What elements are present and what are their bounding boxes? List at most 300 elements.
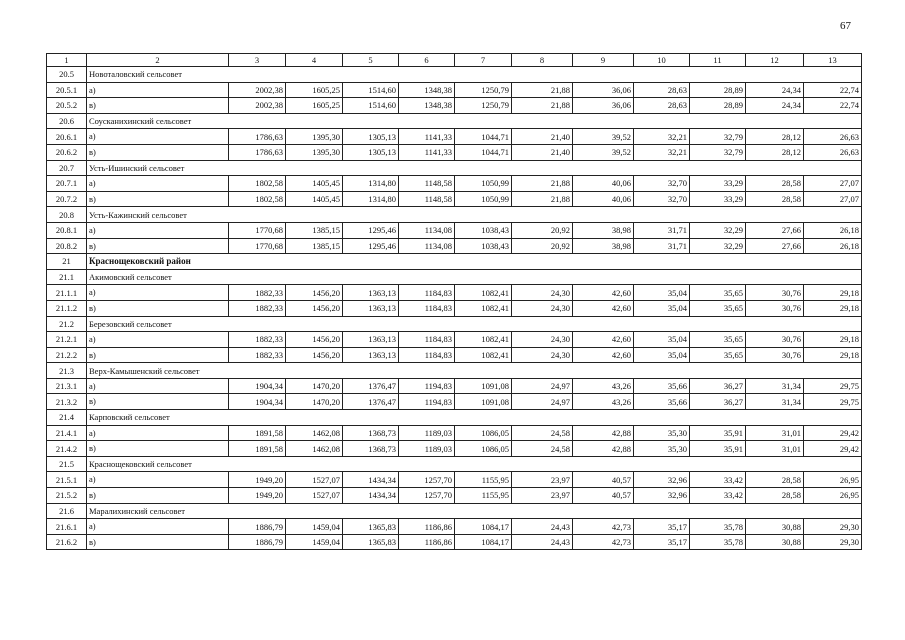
value-cell: 1365,83 (343, 519, 399, 535)
value-cell: 24,34 (746, 82, 804, 98)
value-cell: 31,01 (746, 425, 804, 441)
row-code: 21.3 (47, 363, 87, 379)
value-cell: 1886,79 (229, 519, 286, 535)
table-row (47, 285, 862, 301)
value-cell: 29,18 (804, 332, 862, 348)
value-cell: 1891,58 (229, 425, 286, 441)
value-cell: 28,58 (746, 176, 804, 192)
value-cell: 26,63 (804, 144, 862, 160)
row-code: 20.6 (47, 113, 87, 129)
value-cell: 1434,34 (343, 488, 399, 504)
value-cell: 1148,58 (399, 191, 455, 207)
row-label: а) (87, 129, 229, 145)
value-cell: 1084,17 (455, 519, 512, 535)
value-cell: 28,58 (746, 191, 804, 207)
value-cell: 21,88 (512, 191, 573, 207)
row-label: в) (87, 394, 229, 410)
value-cell: 1295,46 (343, 238, 399, 254)
table-row (47, 82, 862, 98)
table-row (47, 98, 862, 114)
value-cell: 42,73 (573, 519, 634, 535)
value-cell: 1184,83 (399, 300, 455, 316)
value-cell: 27,07 (804, 176, 862, 192)
value-cell: 35,17 (634, 534, 690, 550)
row-label: а) (87, 82, 229, 98)
row-label: в) (87, 98, 229, 114)
value-cell: 1891,58 (229, 441, 286, 457)
table-row (47, 441, 862, 457)
value-cell: 32,96 (634, 488, 690, 504)
value-cell: 1148,58 (399, 176, 455, 192)
value-cell: 1250,79 (455, 98, 512, 114)
table-row (47, 488, 862, 504)
value-cell: 1363,13 (343, 285, 399, 301)
value-cell: 26,18 (804, 222, 862, 238)
header-cell: 9 (573, 54, 634, 67)
row-code: 21.1 (47, 269, 87, 285)
value-cell: 24,97 (512, 378, 573, 394)
value-cell: 26,18 (804, 238, 862, 254)
table-row (47, 425, 862, 441)
value-cell: 1385,15 (286, 238, 343, 254)
value-cell: 40,57 (573, 488, 634, 504)
value-cell: 35,78 (690, 519, 746, 535)
value-cell: 23,97 (512, 488, 573, 504)
value-cell: 40,06 (573, 191, 634, 207)
row-code: 21.4 (47, 410, 87, 426)
table-row (47, 191, 862, 207)
value-cell: 1462,08 (286, 441, 343, 457)
value-cell: 21,88 (512, 98, 573, 114)
value-cell: 21,40 (512, 129, 573, 145)
value-cell: 1141,33 (399, 144, 455, 160)
value-cell: 1134,08 (399, 222, 455, 238)
value-cell: 35,04 (634, 332, 690, 348)
row-code: 20.5.1 (47, 82, 87, 98)
value-cell: 1044,71 (455, 144, 512, 160)
row-code: 21.4.1 (47, 425, 87, 441)
table-row (47, 332, 862, 348)
value-cell: 1363,13 (343, 300, 399, 316)
value-cell: 1044,71 (455, 129, 512, 145)
row-code: 21.3.1 (47, 378, 87, 394)
value-cell: 32,79 (690, 144, 746, 160)
value-cell: 1186,86 (399, 534, 455, 550)
value-cell: 35,65 (690, 285, 746, 301)
value-cell: 22,74 (804, 82, 862, 98)
value-cell: 1456,20 (286, 285, 343, 301)
value-cell: 21,40 (512, 144, 573, 160)
value-cell: 1456,20 (286, 300, 343, 316)
value-cell: 2002,38 (229, 82, 286, 98)
value-cell: 42,88 (573, 425, 634, 441)
table-row (47, 378, 862, 394)
value-cell: 1376,47 (343, 378, 399, 394)
row-code: 21.5 (47, 456, 87, 472)
group-row (47, 160, 862, 176)
row-code: 20.6.2 (47, 144, 87, 160)
row-code: 20.7.1 (47, 176, 87, 192)
header-cell: 7 (455, 54, 512, 67)
value-cell: 35,30 (634, 441, 690, 457)
row-code: 20.8.2 (47, 238, 87, 254)
header-cell: 12 (746, 54, 804, 67)
value-cell: 28,89 (690, 82, 746, 98)
row-code: 21.1.1 (47, 285, 87, 301)
header-row (47, 54, 862, 67)
value-cell: 24,58 (512, 425, 573, 441)
value-cell: 36,27 (690, 378, 746, 394)
table-row (47, 238, 862, 254)
value-cell: 1605,25 (286, 98, 343, 114)
value-cell: 1949,20 (229, 488, 286, 504)
header-cell: 4 (286, 54, 343, 67)
value-cell: 1186,86 (399, 519, 455, 535)
group-name: Маралихинский сельсовет (87, 503, 862, 519)
value-cell: 1082,41 (455, 332, 512, 348)
group-name: Усть-Ишинский сельсовет (87, 160, 862, 176)
value-cell: 30,88 (746, 519, 804, 535)
value-cell: 26,63 (804, 129, 862, 145)
value-cell: 32,21 (634, 129, 690, 145)
table-row (47, 347, 862, 363)
value-cell: 1904,34 (229, 378, 286, 394)
value-cell: 1314,80 (343, 191, 399, 207)
header-cell: 6 (399, 54, 455, 67)
value-cell: 35,04 (634, 285, 690, 301)
value-cell: 35,04 (634, 347, 690, 363)
value-cell: 39,52 (573, 144, 634, 160)
row-code: 21.1.2 (47, 300, 87, 316)
row-label: а) (87, 332, 229, 348)
value-cell: 1605,25 (286, 82, 343, 98)
value-cell: 1904,34 (229, 394, 286, 410)
value-cell: 1527,07 (286, 488, 343, 504)
group-row (47, 113, 862, 129)
value-cell: 1363,13 (343, 332, 399, 348)
row-label: в) (87, 191, 229, 207)
value-cell: 42,60 (573, 285, 634, 301)
value-cell: 35,30 (634, 425, 690, 441)
value-cell: 21,88 (512, 176, 573, 192)
value-cell: 1295,46 (343, 222, 399, 238)
value-cell: 1770,68 (229, 222, 286, 238)
group-row (47, 456, 862, 472)
row-code: 20.7.2 (47, 191, 87, 207)
value-cell: 36,27 (690, 394, 746, 410)
group-name: Верх-Камышенский сельсовет (87, 363, 862, 379)
value-cell: 1882,33 (229, 300, 286, 316)
value-cell: 28,63 (634, 98, 690, 114)
value-cell: 1434,34 (343, 472, 399, 488)
value-cell: 27,66 (746, 238, 804, 254)
value-cell: 29,30 (804, 519, 862, 535)
value-cell: 32,70 (634, 176, 690, 192)
district-name: Краснощековский район (87, 254, 862, 270)
value-cell: 42,73 (573, 534, 634, 550)
value-cell: 30,76 (746, 285, 804, 301)
value-cell: 29,75 (804, 378, 862, 394)
value-cell: 28,58 (746, 488, 804, 504)
table-row (47, 300, 862, 316)
value-cell: 35,17 (634, 519, 690, 535)
value-cell: 32,29 (690, 238, 746, 254)
value-cell: 1514,60 (343, 98, 399, 114)
value-cell: 1250,79 (455, 82, 512, 98)
value-cell: 1882,33 (229, 347, 286, 363)
row-code: 20.8 (47, 207, 87, 223)
row-code: 21.2.1 (47, 332, 87, 348)
value-cell: 32,96 (634, 472, 690, 488)
district-row (47, 254, 862, 270)
value-cell: 1459,04 (286, 519, 343, 535)
value-cell: 36,06 (573, 98, 634, 114)
value-cell: 1786,63 (229, 129, 286, 145)
value-cell: 1084,17 (455, 534, 512, 550)
value-cell: 28,63 (634, 82, 690, 98)
header-cell: 2 (87, 54, 229, 67)
table-row (47, 534, 862, 550)
group-row (47, 503, 862, 519)
value-cell: 27,66 (746, 222, 804, 238)
group-name: Березовский сельсовет (87, 316, 862, 332)
value-cell: 38,98 (573, 238, 634, 254)
group-name: Усть-Кажинский сельсовет (87, 207, 862, 223)
value-cell: 33,42 (690, 488, 746, 504)
row-label: в) (87, 534, 229, 550)
value-cell: 21,88 (512, 82, 573, 98)
value-cell: 1348,38 (399, 98, 455, 114)
value-cell: 42,60 (573, 300, 634, 316)
value-cell: 28,12 (746, 144, 804, 160)
page-number: 67 (840, 20, 851, 32)
value-cell: 1456,20 (286, 332, 343, 348)
group-name: Карповский сельсовет (87, 410, 862, 426)
row-label: а) (87, 378, 229, 394)
value-cell: 26,95 (804, 472, 862, 488)
value-cell: 1405,45 (286, 191, 343, 207)
value-cell: 1365,83 (343, 534, 399, 550)
table-row (47, 144, 862, 160)
value-cell: 1086,05 (455, 425, 512, 441)
row-code: 20.8.1 (47, 222, 87, 238)
value-cell: 33,42 (690, 472, 746, 488)
row-label: а) (87, 285, 229, 301)
group-row (47, 207, 862, 223)
group-name: Краснощековский сельсовет (87, 456, 862, 472)
value-cell: 24,30 (512, 285, 573, 301)
value-cell: 1385,15 (286, 222, 343, 238)
row-label: а) (87, 425, 229, 441)
value-cell: 30,88 (746, 534, 804, 550)
row-label: в) (87, 347, 229, 363)
value-cell: 28,58 (746, 472, 804, 488)
header-cell: 8 (512, 54, 573, 67)
value-cell: 1086,05 (455, 441, 512, 457)
row-label: в) (87, 488, 229, 504)
value-cell: 1786,63 (229, 144, 286, 160)
value-cell: 1134,08 (399, 238, 455, 254)
value-cell: 33,29 (690, 176, 746, 192)
value-cell: 29,18 (804, 300, 862, 316)
value-cell: 1082,41 (455, 300, 512, 316)
value-cell: 40,57 (573, 472, 634, 488)
value-cell: 32,29 (690, 222, 746, 238)
row-code: 21.2.2 (47, 347, 87, 363)
value-cell: 1514,60 (343, 82, 399, 98)
value-cell: 1456,20 (286, 347, 343, 363)
value-cell: 28,12 (746, 129, 804, 145)
row-code: 21.4.2 (47, 441, 87, 457)
header-cell: 1 (47, 54, 87, 67)
value-cell: 35,65 (690, 332, 746, 348)
value-cell: 35,66 (634, 394, 690, 410)
value-cell: 24,34 (746, 98, 804, 114)
value-cell: 29,30 (804, 534, 862, 550)
value-cell: 38,98 (573, 222, 634, 238)
table-row (47, 519, 862, 535)
value-cell: 1459,04 (286, 534, 343, 550)
value-cell: 29,42 (804, 425, 862, 441)
table-row (47, 176, 862, 192)
table-row (47, 129, 862, 145)
value-cell: 1305,13 (343, 144, 399, 160)
value-cell: 1091,08 (455, 378, 512, 394)
value-cell: 1194,83 (399, 394, 455, 410)
value-cell: 1082,41 (455, 285, 512, 301)
group-row (47, 67, 862, 83)
value-cell: 1082,41 (455, 347, 512, 363)
value-cell: 2002,38 (229, 98, 286, 114)
row-code: 21.2 (47, 316, 87, 332)
value-cell: 39,52 (573, 129, 634, 145)
value-cell: 35,65 (690, 300, 746, 316)
value-cell: 43,26 (573, 394, 634, 410)
value-cell: 1050,99 (455, 176, 512, 192)
value-cell: 1368,73 (343, 425, 399, 441)
data-table (46, 53, 862, 550)
group-name: Соусканихинский сельсовет (87, 113, 862, 129)
value-cell: 28,89 (690, 98, 746, 114)
header-cell: 3 (229, 54, 286, 67)
table-row (47, 394, 862, 410)
row-label: в) (87, 300, 229, 316)
value-cell: 35,65 (690, 347, 746, 363)
row-code: 20.5 (47, 67, 87, 83)
value-cell: 1184,83 (399, 347, 455, 363)
value-cell: 1405,45 (286, 176, 343, 192)
row-label: а) (87, 519, 229, 535)
value-cell: 1141,33 (399, 129, 455, 145)
value-cell: 1091,08 (455, 394, 512, 410)
row-code: 21.5.1 (47, 472, 87, 488)
value-cell: 20,92 (512, 222, 573, 238)
value-cell: 27,07 (804, 191, 862, 207)
value-cell: 1305,13 (343, 129, 399, 145)
value-cell: 24,30 (512, 332, 573, 348)
value-cell: 31,34 (746, 378, 804, 394)
value-cell: 1882,33 (229, 285, 286, 301)
value-cell: 1462,08 (286, 425, 343, 441)
group-name: Новоталовский сельсовет (87, 67, 862, 83)
row-label: в) (87, 238, 229, 254)
value-cell: 36,06 (573, 82, 634, 98)
value-cell: 35,66 (634, 378, 690, 394)
row-code: 21 (47, 254, 87, 270)
row-code: 20.6.1 (47, 129, 87, 145)
group-row (47, 363, 862, 379)
value-cell: 40,06 (573, 176, 634, 192)
value-cell: 1348,38 (399, 82, 455, 98)
value-cell: 35,04 (634, 300, 690, 316)
value-cell: 35,91 (690, 441, 746, 457)
header-cell: 13 (804, 54, 862, 67)
value-cell: 42,60 (573, 347, 634, 363)
row-label: в) (87, 441, 229, 457)
value-cell: 1368,73 (343, 441, 399, 457)
value-cell: 20,92 (512, 238, 573, 254)
row-label: в) (87, 144, 229, 160)
table-row (47, 472, 862, 488)
value-cell: 1184,83 (399, 285, 455, 301)
value-cell: 1470,20 (286, 394, 343, 410)
value-cell: 42,88 (573, 441, 634, 457)
row-label: а) (87, 472, 229, 488)
value-cell: 33,29 (690, 191, 746, 207)
value-cell: 24,58 (512, 441, 573, 457)
value-cell: 1949,20 (229, 472, 286, 488)
value-cell: 24,97 (512, 394, 573, 410)
value-cell: 24,30 (512, 347, 573, 363)
header-cell: 10 (634, 54, 690, 67)
value-cell: 35,78 (690, 534, 746, 550)
value-cell: 1882,33 (229, 332, 286, 348)
value-cell: 1189,03 (399, 425, 455, 441)
value-cell: 1886,79 (229, 534, 286, 550)
value-cell: 1395,30 (286, 144, 343, 160)
row-code: 21.5.2 (47, 488, 87, 504)
value-cell: 29,75 (804, 394, 862, 410)
value-cell: 31,71 (634, 238, 690, 254)
value-cell: 32,21 (634, 144, 690, 160)
value-cell: 1189,03 (399, 441, 455, 457)
value-cell: 1038,43 (455, 238, 512, 254)
value-cell: 31,71 (634, 222, 690, 238)
value-cell: 26,95 (804, 488, 862, 504)
row-code: 20.7 (47, 160, 87, 176)
group-row (47, 316, 862, 332)
value-cell: 31,01 (746, 441, 804, 457)
value-cell: 22,74 (804, 98, 862, 114)
value-cell: 29,42 (804, 441, 862, 457)
group-name: Акимовский сельсовет (87, 269, 862, 285)
value-cell: 1363,13 (343, 347, 399, 363)
value-cell: 1038,43 (455, 222, 512, 238)
row-code: 21.6 (47, 503, 87, 519)
value-cell: 30,76 (746, 300, 804, 316)
group-row (47, 269, 862, 285)
value-cell: 35,91 (690, 425, 746, 441)
row-label: а) (87, 176, 229, 192)
value-cell: 1194,83 (399, 378, 455, 394)
value-cell: 24,30 (512, 300, 573, 316)
row-code: 20.5.2 (47, 98, 87, 114)
value-cell: 43,26 (573, 378, 634, 394)
value-cell: 31,34 (746, 394, 804, 410)
row-code: 21.6.1 (47, 519, 87, 535)
table-body (47, 67, 862, 550)
value-cell: 1155,95 (455, 488, 512, 504)
